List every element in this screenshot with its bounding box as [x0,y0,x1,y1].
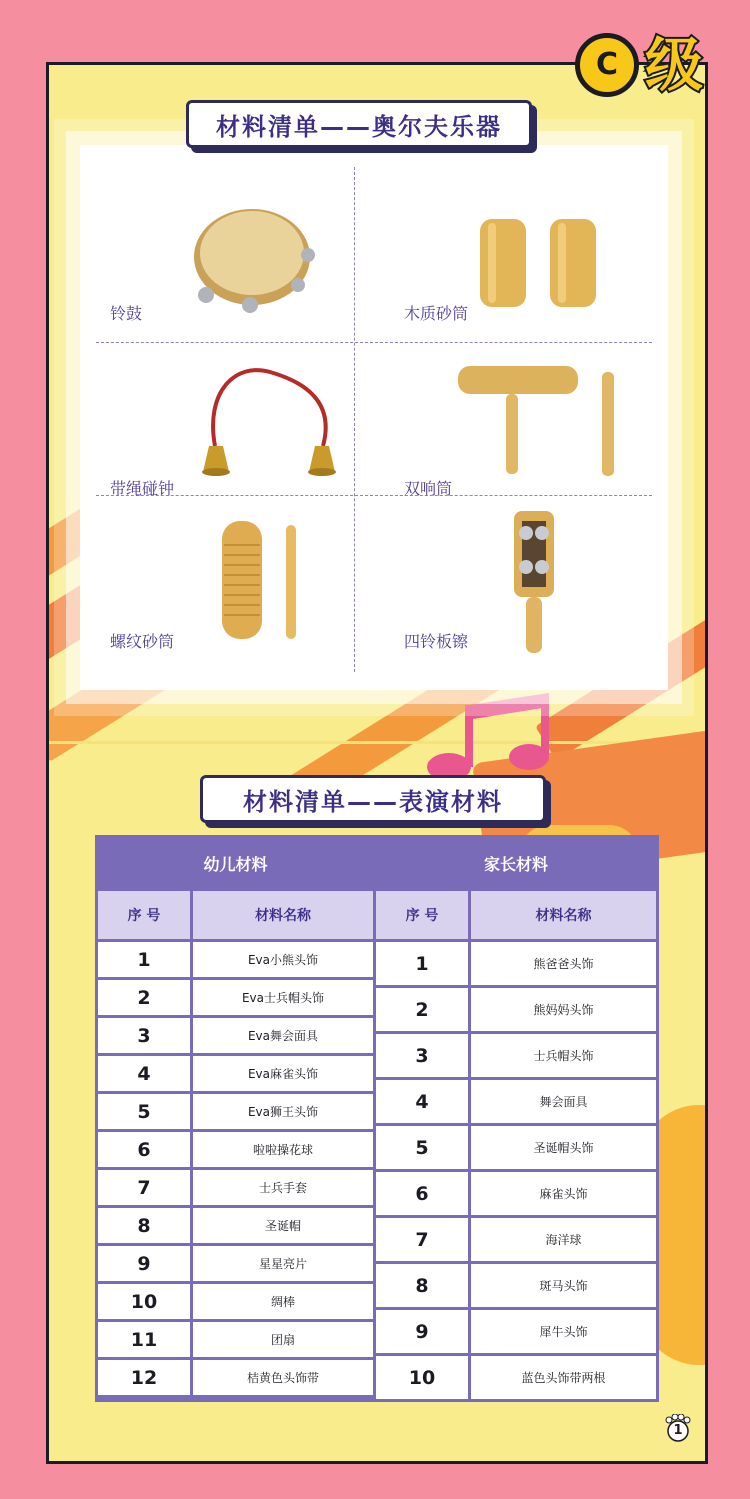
row-index: 3 [98,1018,193,1053]
instruments-panel [80,145,668,690]
row-material-name: 蓝色头饰带两根 [471,1356,656,1399]
jingle-stick-icon [504,507,564,657]
children-list [98,939,373,1398]
table-row [98,1132,373,1167]
row-index: 4 [98,1056,193,1091]
table-row [376,1264,656,1307]
row-index: 2 [98,980,193,1015]
corded-bells-icon [195,362,345,482]
materials-table [95,835,659,1402]
instrument-label: 带绳碰钟 [110,479,175,498]
instrument-cell [374,342,668,517]
parent-materials-header: 家长材料 [376,838,656,888]
table-column-header [98,891,656,939]
col-index-header: 序 号 [376,891,468,939]
row-index: 2 [376,988,471,1031]
grade-label: 级 [645,31,704,99]
table-row [376,1080,656,1123]
row-material-name: 舞会面具 [471,1080,656,1123]
row-material-name: 啦啦操花球 [193,1132,373,1167]
table-row [98,1018,373,1053]
row-material-name: Eva狮王头饰 [193,1094,373,1129]
row-material-name: Eva士兵帽头饰 [193,980,373,1015]
table-row [376,1356,656,1399]
instrument-cell [80,495,374,670]
table-row [376,988,656,1031]
row-index: 1 [98,942,193,977]
table-row [98,1360,373,1395]
row-material-name: Eva小熊头饰 [193,942,373,977]
row-index: 4 [376,1080,471,1123]
table-row [98,942,373,977]
col-index-header: 序 号 [98,891,190,939]
row-material-name: 团扇 [193,1322,373,1357]
instrument-cell [80,167,374,342]
row-index: 9 [376,1310,471,1353]
instruments-title: 材料清单——奥尔夫乐器 [186,100,532,148]
table-row [98,980,373,1015]
row-index: 7 [98,1170,193,1205]
row-material-name: 犀牛头饰 [471,1310,656,1353]
table-row [376,942,656,985]
wooden-shaker-icon [474,215,614,311]
table-row [98,1246,373,1281]
table-row [376,1126,656,1169]
parents-list [376,939,656,1402]
parents-list-column [376,942,656,1399]
row-index: 11 [98,1322,193,1357]
row-material-name: 斑马头饰 [471,1264,656,1307]
row-index: 5 [376,1126,471,1169]
row-material-name: 士兵手套 [193,1170,373,1205]
row-material-name: 圣诞帽头饰 [471,1126,656,1169]
row-material-name: 麻雀头饰 [471,1172,656,1215]
row-index: 6 [376,1172,471,1215]
row-material-name: 绸棒 [193,1284,373,1319]
music-note-icon [419,685,579,785]
table-row [98,1322,373,1357]
children-materials-header: 幼儿材料 [98,838,373,888]
instrument-cell [374,167,668,342]
instrument-label: 螺纹砂筒 [110,632,175,651]
table-row [98,1170,373,1205]
table-row [376,1034,656,1077]
table-row [98,1284,373,1319]
guiro-icon [200,515,320,645]
row-material-name: Eva麻雀头饰 [193,1056,373,1091]
table-row [376,1310,656,1353]
table-row [98,1094,373,1129]
table-group-header [98,838,656,888]
row-material-name: 星星亮片 [193,1246,373,1281]
instrument-label: 四铃板镲 [404,632,469,651]
grade-badge [575,25,703,105]
row-index: 6 [98,1132,193,1167]
col-name-header: 材料名称 [193,891,373,939]
instrument-cell [374,495,668,670]
table-row [98,1056,373,1091]
row-material-name: 熊妈妈头饰 [471,988,656,1031]
row-index: 5 [98,1094,193,1129]
row-index: 1 [376,942,471,985]
row-index: 12 [98,1360,193,1395]
row-material-name: 圣诞帽 [193,1208,373,1243]
col-name-header: 材料名称 [471,891,656,939]
page-number: 1 [673,1423,683,1438]
children-list-column [98,942,373,1399]
instrument-label: 双响筒 [404,479,453,498]
upper-bg-divider [49,741,705,744]
table-row [376,1218,656,1261]
row-index: 8 [376,1264,471,1307]
row-index: 7 [376,1218,471,1261]
row-material-name: Eva舞会面具 [193,1018,373,1053]
row-index: 9 [98,1246,193,1281]
tambourine-icon [190,205,330,315]
row-material-name: 桔黄色头饰带 [193,1360,373,1395]
table-row [98,1208,373,1243]
performance-title: 材料清单——表演材料 [200,775,546,823]
instrument-cell [80,342,374,517]
instrument-label: 木质砂筒 [404,304,469,323]
row-material-name: 熊爸爸头饰 [471,942,656,985]
grade-letter: C [595,47,619,82]
instrument-label: 铃鼓 [110,304,143,323]
table-row [376,1172,656,1215]
two-tone-block-icon [454,362,634,482]
row-index: 3 [376,1034,471,1077]
row-index: 8 [98,1208,193,1243]
row-material-name: 海洋球 [471,1218,656,1261]
grade-letter-badge [575,33,639,97]
row-material-name: 士兵帽头饰 [471,1034,656,1077]
row-index: 10 [376,1356,471,1399]
row-index: 10 [98,1284,193,1319]
